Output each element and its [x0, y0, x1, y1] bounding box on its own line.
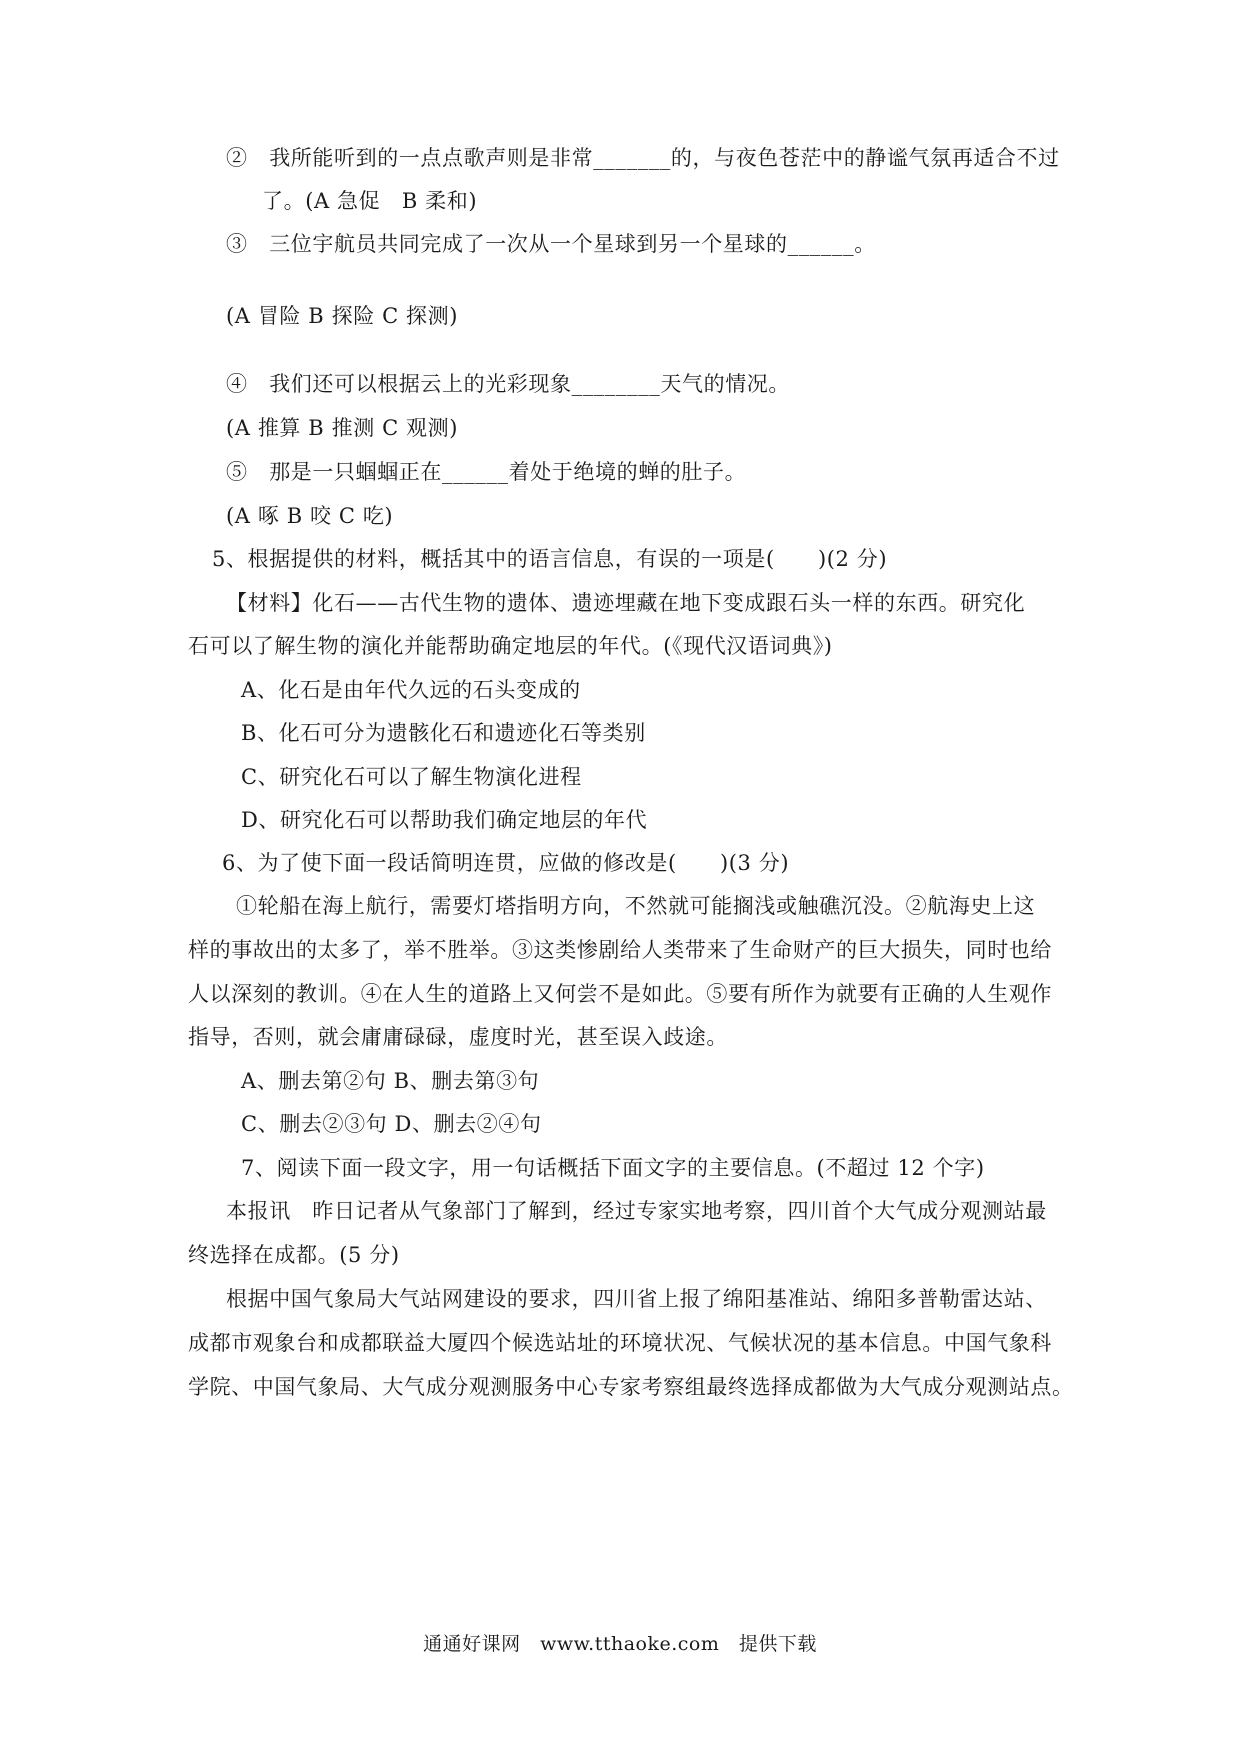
- question-7-paragraph-2-line-3: 学院、中国气象局、大气成分观测服务中心专家考察组最终选择成都做为大气成分观测站点。: [188, 1375, 1074, 1399]
- question-7-prompt: 7、阅读下面一段文字，用一句话概括下面文字的主要信息。(不超过 12 个字): [241, 1156, 985, 1180]
- question-4-item-5-options: (A 啄 B 咬 C 吃): [226, 504, 394, 528]
- question-5-material-continued: 石可以了解生物的演化并能帮助确定地层的年代。(《现代汉语词典》): [188, 634, 833, 658]
- page-footer: 通通好课网 www.tthaoke.com 提供下载: [423, 1633, 817, 1655]
- question-4-item-4-options: (A 推算 B 推测 C 观测): [226, 416, 459, 440]
- question-7-passage-line-2: 终选择在成都。(5 分): [188, 1243, 400, 1267]
- question-6-passage-line-2: 样的事故出的太多了，举不胜举。③这类惨剧给人类带来了生命财产的巨大损失，同时也给: [188, 938, 1052, 962]
- question-6-prompt: 6、为了使下面一段话简明连贯，应做的修改是( )(3 分): [222, 851, 790, 875]
- question-5-option-a: A、化石是由年代久远的石头变成的: [241, 678, 581, 702]
- question-7-passage: 本报讯 昨日记者从气象部门了解到，经过专家实地考察，四川首个大气成分观测站最: [226, 1199, 1047, 1223]
- question-5-option-c: C、研究化石可以了解生物演化进程: [241, 765, 582, 789]
- question-4-item-2: ② 我所能听到的一点点歌声则是非常_______的，与夜色苍茫中的静谧气氛再适合不过: [226, 146, 1060, 170]
- question-5-option-b: B、化石可分为遗骸化石和遗迹化石等类别: [241, 721, 646, 745]
- question-7-paragraph-2: 根据中国气象局大气站网建设的要求，四川省上报了绵阳基准站、绵阳多普勒雷达站、: [226, 1287, 1047, 1311]
- question-5-option-d: D、研究化石可以帮助我们确定地层的年代: [241, 808, 648, 832]
- question-4-item-3: ③ 三位宇航员共同完成了一次从一个星球到另一个星球的______。: [226, 232, 876, 256]
- question-6-passage-line-4: 指导，否则，就会庸庸碌碌，虚度时光，甚至误入歧途。: [188, 1025, 728, 1049]
- question-6-options-ab: A、删去第②句 B、删去第③句: [241, 1069, 540, 1093]
- question-4-item-2-options: 了。(A 急促 B 柔和): [262, 189, 478, 213]
- question-4-item-4: ④ 我们还可以根据云上的光彩现象________天气的情况。: [226, 372, 790, 396]
- question-5-prompt: 5、根据提供的材料，概括其中的语言信息，有误的一项是( )(2 分): [212, 547, 888, 571]
- question-4-item-3-options: (A 冒险 B 探险 C 探测): [226, 304, 459, 328]
- question-4-item-5: ⑤ 那是一只蝈蝈正在______着处于绝境的蝉的肚子。: [226, 460, 747, 484]
- question-6-passage: ①轮船在海上航行，需要灯塔指明方向，不然就可能搁浅或触礁沉没。②航海史上这: [236, 894, 1036, 918]
- question-7-paragraph-2-line-2: 成都市观象台和成都联益大厦四个候选站址的环境状况、气候状况的基本信息。中国气象科: [188, 1331, 1052, 1355]
- question-6-passage-line-3: 人以深刻的教训。④在人生的道路上又何尝不是如此。⑤要有所作为就要有正确的人生观作: [188, 982, 1052, 1006]
- question-6-options-cd: C、删去②③句 D、删去②④句: [241, 1112, 542, 1136]
- question-5-material: 【材料】化石——古代生物的遗体、遗迹埋藏在地下变成跟石头一样的东西。研究化: [226, 591, 1026, 615]
